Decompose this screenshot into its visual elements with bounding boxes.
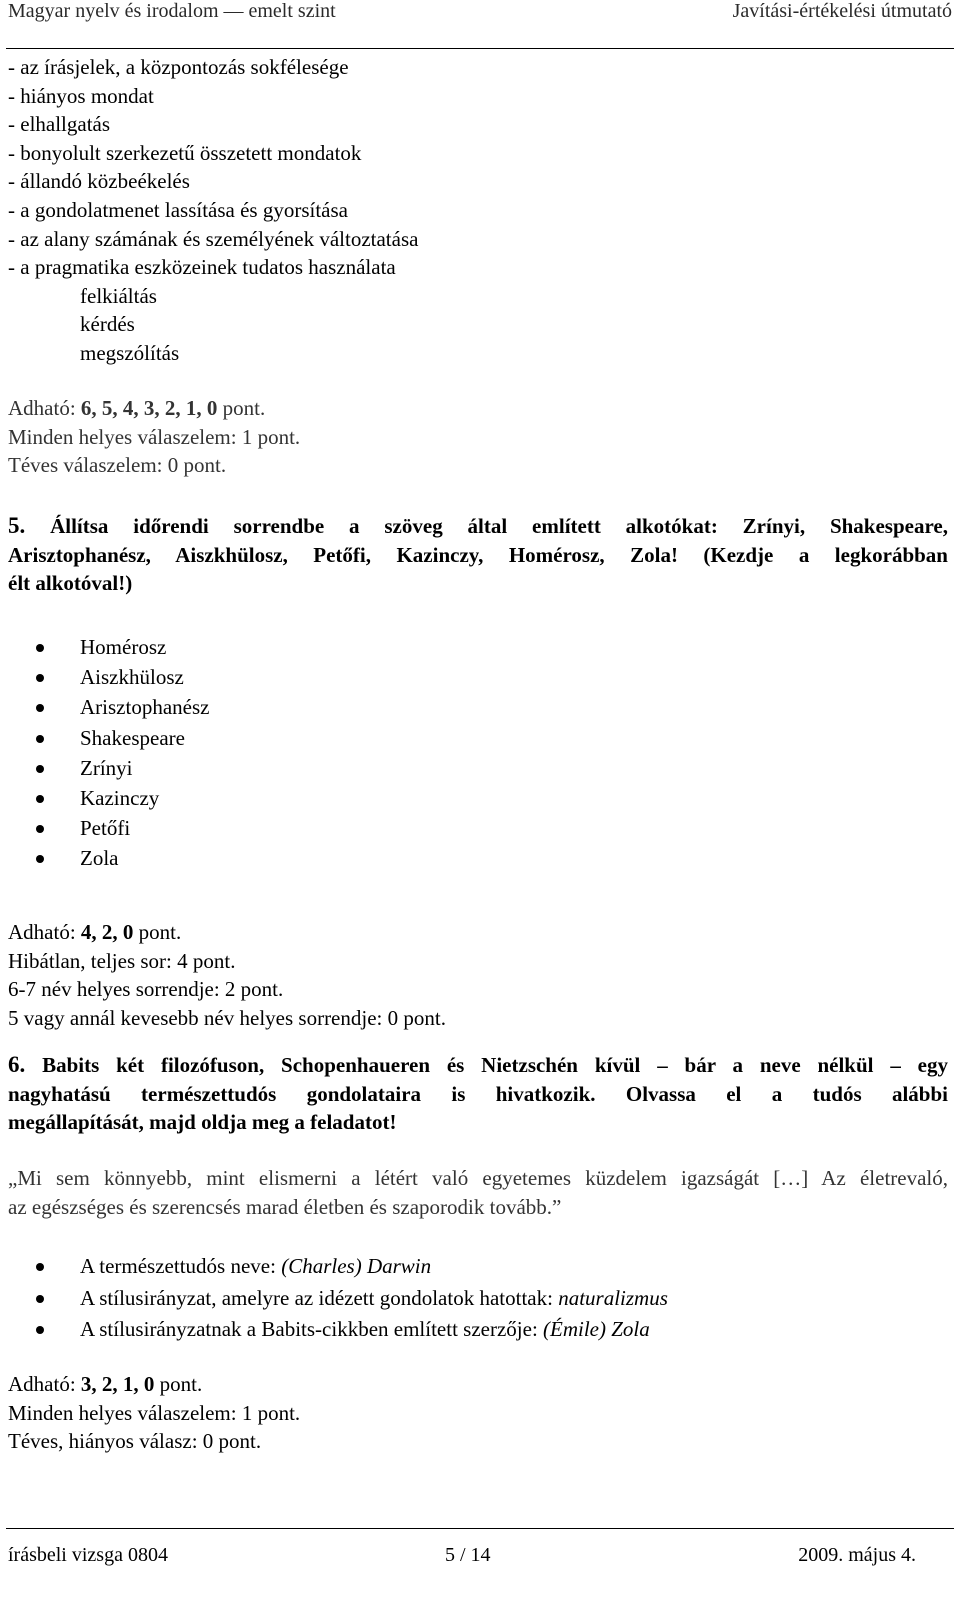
- scoring-rule: Minden helyes válaszelem: 1 pont.: [8, 1400, 301, 1425]
- list-item: - az alany számának és személyének változtatása: [8, 226, 419, 251]
- list-item: Kazinczy: [8, 783, 209, 813]
- page-number: 5 / 14: [445, 1544, 491, 1566]
- task-5-question: 5. Állítsa időrendi sorrendbe a szöveg által említett alkotókat: Zrínyi, Shakespeare, Arisztophanész, Aiszkhülosz, Petőfi, Kazinczy, Homérosz, Zola! (Kezdje a legkorábban élt alkotóval!): [8, 513, 948, 596]
- sub-list-item: megszólítás: [80, 340, 180, 365]
- list-item: - elhallgatás: [8, 112, 111, 137]
- list-item: - az írásjelek, a központozás sokfélesége: [8, 55, 349, 79]
- scoring-rule: Minden helyes válaszelem: 1 pont.: [8, 424, 301, 449]
- list-item: Homérosz: [8, 632, 209, 662]
- scoring-block-2: [8, 918, 948, 1032]
- bullet-icon: [36, 825, 44, 833]
- scoring-rule: Hibátlan, teljes sor: 4 pont.: [8, 948, 236, 973]
- list-item: - állandó közbeékelés: [8, 169, 190, 194]
- sub-list-item: kérdés: [80, 312, 135, 337]
- header-divider: [6, 48, 954, 49]
- bullet-icon: [36, 1295, 44, 1303]
- task-5-answer-list: [8, 632, 209, 874]
- header-subtitle: Javítási-értékelési útmutató: [732, 0, 952, 22]
- bullet-icon: [36, 765, 44, 773]
- quotation: „Mi sem könnyebb, mint elismerni a létért való egyetemes küzdelem igazságát […] Az életrevaló, az egészséges és szerencsés marad életben és szaporodik tovább.”: [8, 1166, 948, 1219]
- list-item: Petőfi: [8, 813, 209, 843]
- scoring-rule: 5 vagy annál kevesebb név helyes sorrendje: 0 pont.: [8, 1005, 446, 1030]
- bullet-icon: [36, 795, 44, 803]
- list-item: Zrínyi: [8, 753, 209, 783]
- scoring-rule: Téves válaszelem: 0 pont.: [8, 453, 227, 478]
- page-header: [0, 0, 960, 30]
- footer-date: 2009. május 4.: [798, 1544, 916, 1566]
- bullet-icon: [36, 1263, 44, 1271]
- scoring-rule: Téves, hiányos válasz: 0 pont.: [8, 1429, 262, 1454]
- footer-divider: [6, 1528, 954, 1529]
- points-available: Adható: 4, 2, 0 pont.: [8, 920, 182, 944]
- list-item: Zola: [8, 843, 209, 873]
- scoring-rule: 6-7 név helyes sorrendje: 2 pont.: [8, 977, 284, 1002]
- bullet-icon: [36, 855, 44, 863]
- list-item: A természettudós neve: (Charles) Darwin: [8, 1251, 668, 1283]
- list-item: Shakespeare: [8, 723, 209, 753]
- list-item: A stílusirányzat, amelyre az idézett gondolatok hatottak: naturalizmus: [8, 1283, 668, 1315]
- footer-exam-code: írásbeli vizsga 0804: [8, 1544, 168, 1566]
- task-number: 5.: [8, 513, 26, 538]
- points-available: Adható: 6, 5, 4, 3, 2, 1, 0 pont.: [8, 396, 266, 420]
- task-6-answer-list: [8, 1251, 668, 1346]
- scoring-block-1: [8, 394, 948, 480]
- header-title: Magyar nyelv és irodalom — emelt szint: [8, 0, 336, 22]
- sub-list-item: felkiáltás: [80, 283, 157, 308]
- points-available: Adható: 3, 2, 1, 0 pont.: [8, 1372, 203, 1396]
- list-item: - hiányos mondat: [8, 83, 154, 108]
- bullet-icon: [36, 1326, 44, 1334]
- feature-list: [8, 53, 948, 368]
- list-item: - a pragmatika eszközeinek tudatos használata: [8, 255, 396, 280]
- bullet-icon: [36, 644, 44, 652]
- task-number: 6.: [8, 1052, 26, 1077]
- list-item: Arisztophanész: [8, 692, 209, 722]
- scoring-block-3: [8, 1370, 948, 1456]
- bullet-icon: [36, 674, 44, 682]
- list-item: - a gondolatmenet lassítása és gyorsítása: [8, 197, 348, 222]
- list-item: - bonyolult szerkezetű összetett mondatok: [8, 140, 362, 165]
- list-item: Aiszkhülosz: [8, 662, 209, 692]
- task-6-question: 6. Babits két filozófuson, Schopenhaueren és Nietzschén kívül – bár a neve nélkül – egy nagyhatású természettudós gondolataira is hivatkozik. Olvassa el a tudós alábbi megállapítását, majd oldja meg a feladatot!: [8, 1052, 948, 1135]
- bullet-icon: [36, 704, 44, 712]
- bullet-icon: [36, 735, 44, 743]
- list-item: A stílusirányzatnak a Babits-cikkben említett szerzője: (Émile) Zola: [8, 1314, 668, 1346]
